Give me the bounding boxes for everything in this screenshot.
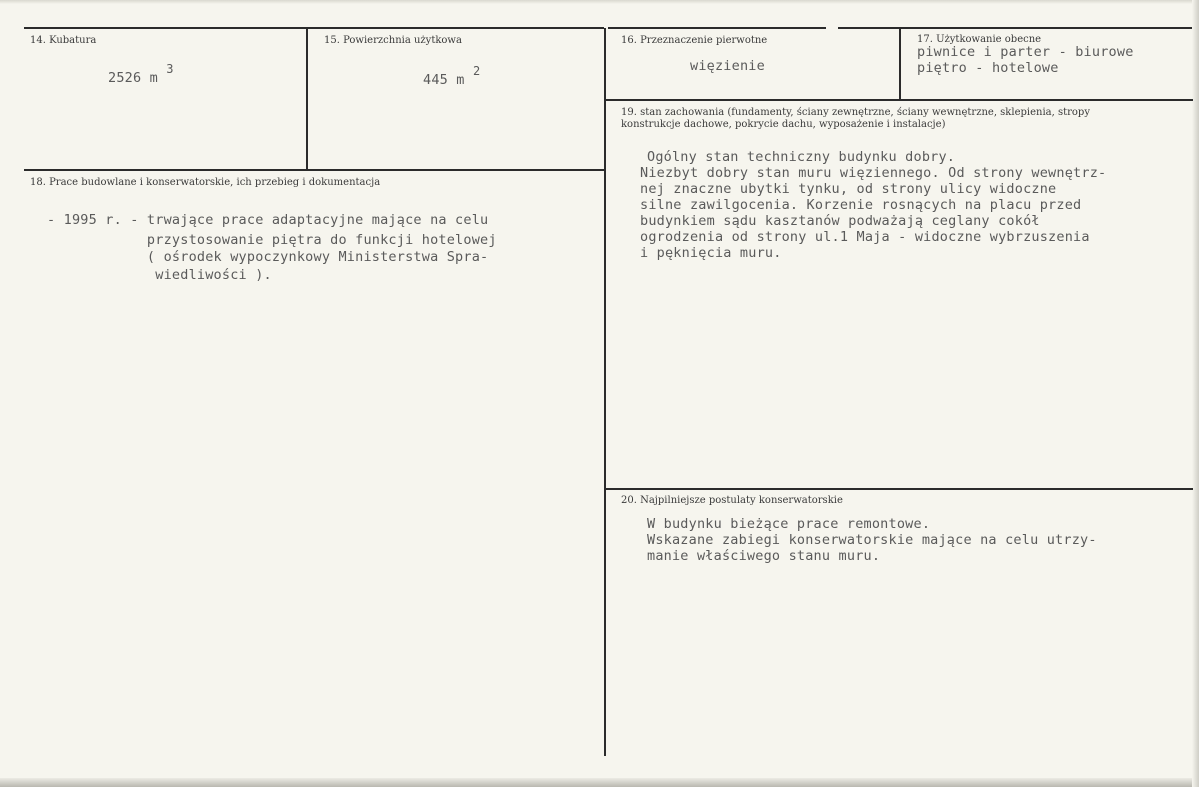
field-17-line-1: piwnice i parter - biurowe (917, 44, 1134, 60)
rule-above-20 (606, 488, 1193, 490)
divider-16-17 (899, 28, 901, 100)
field-15-value (423, 64, 481, 88)
field-18-line-3: ( ośrodek wypoczynkowy Ministerstwa Spra- (47, 249, 489, 265)
divider-14-15 (306, 28, 308, 170)
top-rule-right (838, 27, 1192, 29)
field-19-label-line-2: konstrukcje dachowe, pokrycie dachu, wyposażenie i instalacje) (621, 119, 946, 130)
field-19-line-4: silne zawilgocenia. Korzenie rosnących na placu przed (640, 197, 1082, 213)
field-20-line-3: manie właściwego stanu muru. (647, 548, 881, 564)
rule-under-14-15 (24, 169, 604, 171)
field-19-label-line-1: 19. stan zachowania (fundamenty, ściany zewnętrzne, ściany wewnętrzne, sklepienia, stropy (621, 107, 1090, 118)
field-15-exponent: 2 (472, 64, 481, 78)
field-15-number: 445 m (423, 72, 465, 88)
field-14-value (108, 62, 174, 86)
paper-edge-right (1192, 0, 1199, 787)
center-divider (604, 28, 606, 756)
field-19-line-1: Ogólny stan techniczny budynku dobry. (647, 149, 956, 165)
field-20-line-1: W budynku bieżące prace remontowe. (647, 516, 931, 532)
field-20-label: 20. Najpilniejsze postulaty konserwatorskie (621, 495, 843, 506)
field-19-line-6: ogrodzenia od strony ul.1 Maja - widoczne wybrzuszenia (640, 229, 1090, 245)
field-14-number: 2526 m (108, 70, 158, 86)
field-17-line-2: piętro - hotelowe (917, 60, 1059, 76)
field-19-line-2: Niezbyt dobry stan muru więziennego. Od strony wewnętrz- (640, 165, 1107, 181)
field-19-line-7: i pęknięcia muru. (640, 245, 782, 261)
field-16-label: 16. Przeznaczenie pierwotne (621, 35, 768, 46)
top-rule-mid (608, 27, 826, 29)
field-14-label: 14. Kubatura (30, 35, 97, 46)
field-17-label: 17. Użytkowanie obecne (917, 34, 1042, 45)
field-18-line-2: przystosowanie piętra do funkcji hotelowej (47, 232, 497, 248)
field-14-exponent: 3 (166, 62, 174, 76)
field-16-value: więzienie (690, 58, 765, 74)
field-18-line-1: - 1995 r. - trwające prace adaptacyjne mające na celu (47, 212, 489, 228)
top-rule-left (24, 27, 604, 29)
field-18-line-4: wiedliwości ). (47, 267, 272, 283)
paper-edge-bottom (0, 778, 1199, 787)
field-20-line-2: Wskazane zabiegi konserwatorskie mające na celu utrzy- (647, 532, 1097, 548)
field-15-label: 15. Powierzchnia użytkowa (324, 35, 462, 46)
paper-edge-top (0, 0, 1199, 4)
field-19-line-3: nej znaczne ubytki tynku, od strony ulicy widoczne (640, 181, 1057, 197)
field-18-label: 18. Prace budowlane i konserwatorskie, ich przebieg i dokumentacja (30, 177, 381, 188)
field-19-line-5: budynkiem sądu kasztanów podważają ceglany cokół (640, 213, 1040, 229)
